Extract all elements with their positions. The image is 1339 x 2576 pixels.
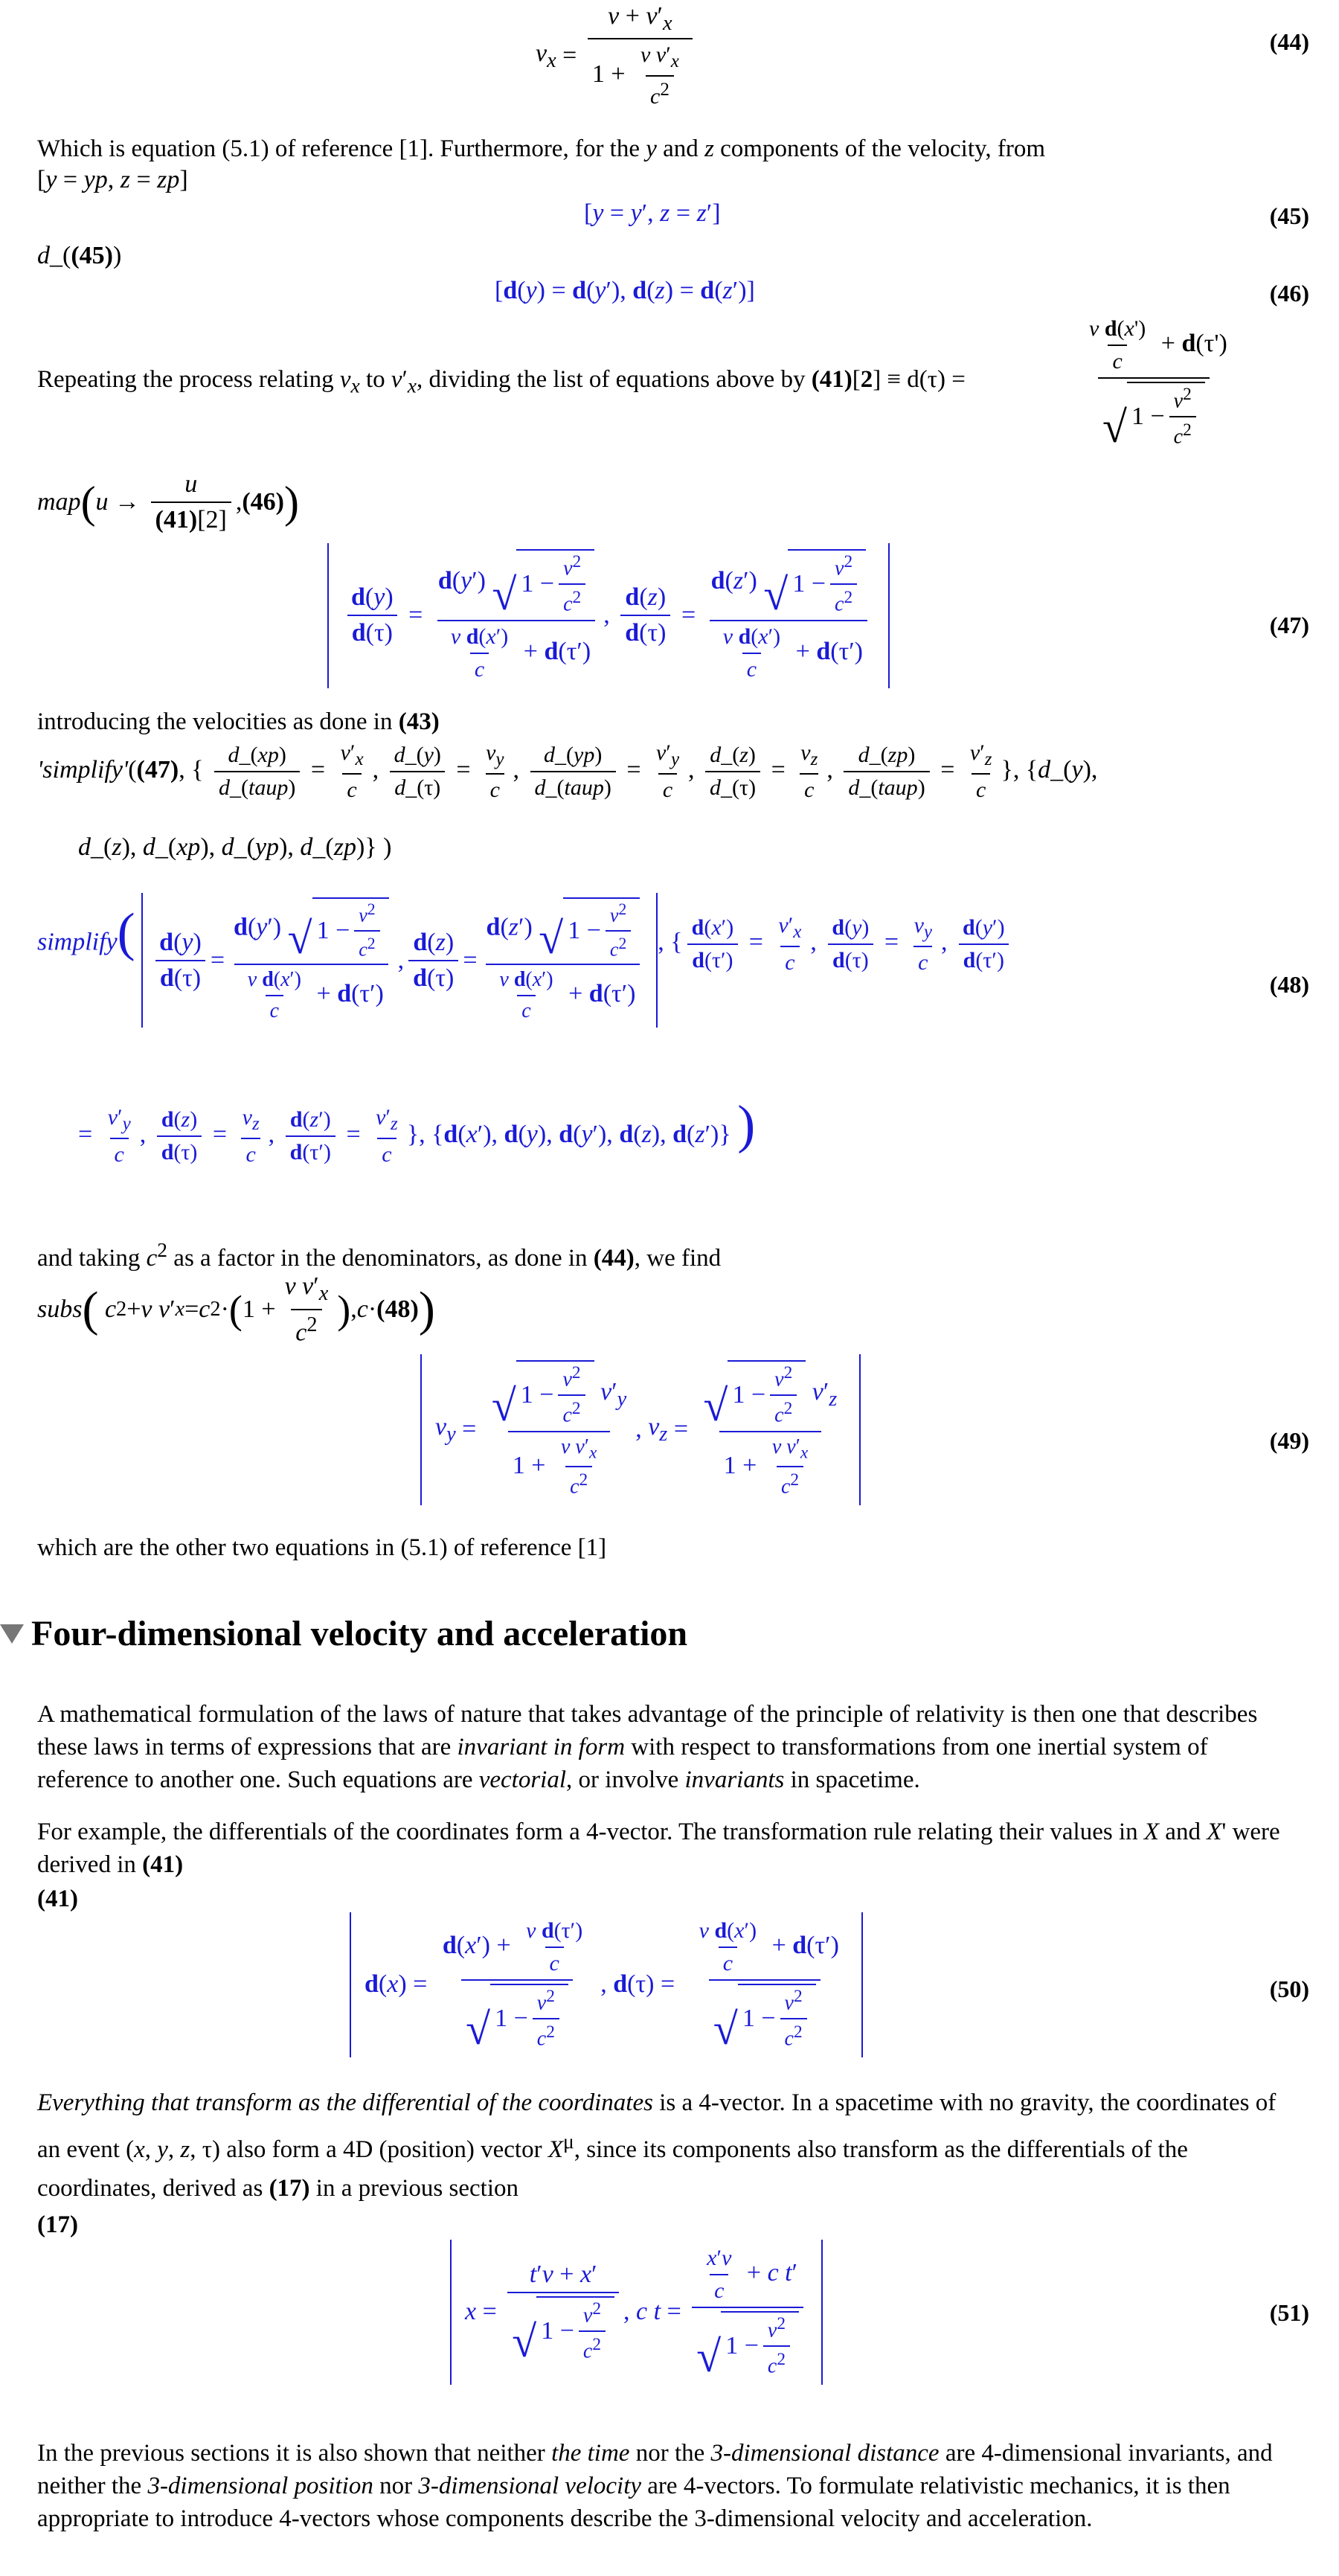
equation-48-cont: = $\frac{v'_y}{c}$ , $\frac{d(z)}{d(\tau)}$ = $\frac{v_z}{c}$ , $\frac{d(z')}{d(\tau')}$ = $\frac{v'_z}{c}$ }, {d(x′), d(y), d(y′), d(z), d(z′)} ) [78, 1095, 756, 1167]
equation-number-49: (49) [1269, 1427, 1309, 1454]
paragraph-introducing: introducing the velocities as done in (43) [37, 708, 440, 735]
section-header[interactable] [0, 1613, 687, 1654]
command-input-map[interactable]: map ( u → $\frac{u}{(41)[2]}$ , (46) ) [37, 470, 299, 534]
equation-number-48: (48) [1269, 971, 1309, 998]
equation-48: simplify( $\frac{d(y)}{d(\tau)}$ = d(y′) √ 1 − $\frac{v^2}{c^2}$ $\frac{\text{v d(x′)}}{c}$ + d(τ′) , $\frac{d(z)}{d(\tau)}$ = d(z′) √ 1 − $\frac{v^2}{c^2}$ $\frac{\text{v d(x′)}}{c}$ + d(τ′) , { $\frac{d(x')}{d(\tau')}$ = $\frac{v'_x}{c}$ , $\frac{d(y)}{d(\tau)}$ = $\frac{v_y}{c}$ , $\frac{d(y')}{d(\tau')}$ [37, 893, 1242, 1028]
equation-45: [y = y′, z = z′] [584, 199, 721, 227]
equation-44: $v_x$ = $v + v'_x$ 1 + $\frac{v v'_x}{c^2}$ [536, 0, 697, 112]
equation-number-45: (45) [1269, 202, 1309, 229]
section-title: Four-dimensional velocity and acceleration [31, 1614, 688, 1653]
equation-number-46: (46) [1269, 280, 1309, 307]
paragraph-taking: and taking $c^2$ as a factor in the denominators, as done in (44), we find [37, 1238, 722, 1272]
fraction-dtau: $\frac{\text{v d(x')}}{c}$ + d(τ') √ 1 − $\frac{v^2}{c^2}$ [1089, 316, 1227, 452]
equation-number-51: (51) [1269, 2299, 1309, 2326]
equation-50: d ( x ) = d(x′) + $\frac{\text{v d(τ′)}}{c}$ √ 1 − $\frac{v^2}{c^2}$ , d (τ) = $\frac{\text{v d(x′)}}{c}$ + d(τ′) √ 1 − $\frac{v^2}{c^2}$ [350, 1912, 863, 2057]
label-ref-17: (17) [37, 2211, 78, 2238]
label-ref-41: (41) [37, 1885, 78, 1912]
command-input-d45[interactable]: d_((45)) [37, 242, 122, 269]
command-input-subs[interactable]: subs ( c 2 + v v ′ x = c 2 · ( 1 + $\frac{v v'_x}{c^2}$ ) , c · (48) ) [37, 1272, 435, 1347]
command-input-simplify-cont[interactable]: d_(z), d_(xp), d_(yp), d_(zp)} ) [78, 833, 392, 861]
equation-47: $\frac{d(y)}{d(\tau)}$ = d(y′) √ 1 − $\frac{v^2}{c^2}$ $\frac{\text{v d(x′)}}{c}$ + d(τ′) , $\frac{d(z)}{d(\tau)}$ = d(z′) √ 1 − $\frac{v^2}{c^2}$ $\frac{\text{v d(x′)}}{c}$ + d(τ′) [327, 543, 890, 688]
equation-number-47: (47) [1269, 612, 1309, 638]
paragraph-everything: Everything that transform as the differential of the coordinates is a 4-vector. In a spacetime with no gravity, the coordinates of an event (x, y, z, τ) also form a 4D (position) vector $X^\mu$, since its components also transform as the differentials of the coordinates, derived as (17) in a previous section [37, 2089, 1277, 2202]
command-input-yp-zp[interactable]: [y = yp, z = zp] [37, 166, 188, 193]
equation-46: [d(y) = d(y′), d(z) = d(z′)] [495, 277, 755, 304]
command-input-simplify[interactable]: 'simplify'((47), { $\frac{d\_(xp)}{\text{d\_(taup)}}$ = $\frac{v'_x}{c}$ , $\frac{d\_(y)}{d\_(\tau)}$ = $\frac{v_y}{c}$ , $\frac{d\_(yp)}{\text{d\_(taup)}}$ = $\frac{v'_y}{c}$ , $\frac{d\_(z)}{d\_(\tau)}$ = $\frac{v_z}{c}$ , $\frac{d\_(zp)}{\text{d\_(taup)}}$ = $\frac{v'_z}{c}$ }, {d_(y), [37, 740, 1098, 802]
equation-51: x = t′v + x′ √ 1 − $\frac{v^2}{c^2}$ , c t = $\frac{x'v}{c}$ + c t′ √ 1 − $\frac{v^2}{c^2}$ [450, 2240, 823, 2385]
paragraph-repeating: Repeating the process relating $v_x$ to $v'_x$, dividing the list of equations above by (41)[2] ≡ d(τ) = [37, 366, 966, 397]
equation-49: $v_y$ = √ 1 − $\frac{v^2}{c^2}$ $v'_y$ 1 + $\frac{v v'_x}{c^2}$ , $v_z$ = √ 1 − $\frac{v^2}{c^2}$ $v'_z$ 1 + $\frac{v v'_x}{c^2}$ [420, 1354, 861, 1505]
paragraph-example: For example, the differentials of the coordinates form a 4-vector. The transformation rule relating their values in X and X' were derived in (41) [37, 1819, 1280, 1878]
paragraph-reference-51: Which is equation (5.1) of reference [1]. Furthermore, for the y and z components of the velocity, from [37, 135, 1045, 162]
paragraph-math-formulation: A mathematical formulation of the laws of nature that takes advantage of the principle of relativity is then one that describes these laws in terms of expressions that are invariant in form with respect to transformations from one inertial system of reference to another one. Such equations are vectorial, or involve invariants in spacetime. [37, 1701, 1258, 1793]
equation-number-44: (44) [1269, 28, 1309, 55]
paragraph-which-are: which are the other two equations in (5.1) of reference [1] [37, 1534, 607, 1561]
equation-number-50: (50) [1269, 1976, 1309, 2002]
collapse-triangle-icon[interactable] [0, 1624, 24, 1644]
paragraph-previous-sections: In the previous sections it is also shown that neither the time nor the 3-dimensional distance are 4-dimensional invariants, and neither the 3-dimensional position nor 3-dimensional velocity are 4-vectors. To formulate relativistic mechanics, it is then appropriate to introduce 4-vectors whose components describe the 3-dimensional velocity and acceleration. [37, 2440, 1273, 2532]
